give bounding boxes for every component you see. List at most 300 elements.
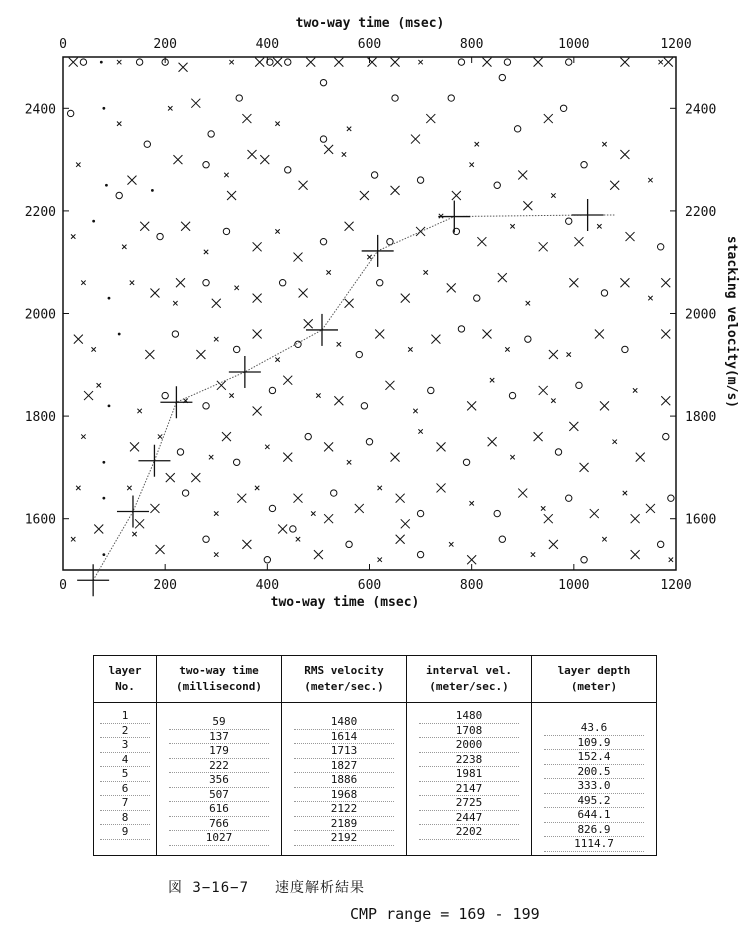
x-tick-label-bottom: 400 bbox=[255, 578, 280, 593]
marker-cross bbox=[631, 550, 640, 559]
marker-cross bbox=[176, 278, 185, 287]
marker-circle bbox=[203, 280, 209, 286]
marker-small-cross bbox=[168, 106, 172, 110]
cell-layer-depth: 495.2 bbox=[544, 794, 643, 809]
marker-small-cross bbox=[602, 537, 606, 541]
marker-small-cross bbox=[613, 440, 617, 444]
marker-circle bbox=[157, 233, 163, 239]
marker-circle bbox=[233, 346, 239, 352]
marker-circle bbox=[663, 433, 669, 439]
marker-circle bbox=[622, 346, 628, 352]
cell-interval-velocity: 2447 bbox=[419, 811, 518, 826]
cell-interval-velocity: 2000 bbox=[419, 738, 518, 753]
cell-interval-velocity: 1981 bbox=[419, 767, 518, 782]
marker-cross bbox=[391, 453, 400, 462]
marker-cross bbox=[646, 504, 655, 513]
marker-circle bbox=[208, 131, 214, 137]
marker-circle bbox=[361, 403, 367, 409]
cell-layer-no: 7 bbox=[100, 796, 150, 811]
marker-circle bbox=[581, 162, 587, 168]
semblance-markers bbox=[67, 58, 674, 565]
marker-cross bbox=[375, 330, 384, 339]
marker-small-cross bbox=[316, 393, 320, 397]
marker-cross bbox=[334, 58, 343, 67]
cell-rms-velocity: 1886 bbox=[294, 773, 393, 788]
marker-cross bbox=[253, 406, 262, 415]
marker-cross bbox=[661, 278, 670, 287]
marker-cross bbox=[523, 201, 532, 210]
x-tick-label-top: 0 bbox=[59, 37, 67, 52]
marker-small-cross bbox=[418, 429, 422, 433]
marker-small-cross bbox=[326, 270, 330, 274]
x-tick-label-bottom: 1000 bbox=[558, 578, 590, 593]
marker-small-cross bbox=[337, 342, 341, 346]
marker-small-cross bbox=[76, 486, 80, 490]
marker-small-cross bbox=[658, 60, 662, 64]
y-tick-label-left: 1800 bbox=[24, 410, 56, 426]
marker-cross bbox=[212, 299, 221, 308]
x-tick-label-top: 800 bbox=[459, 37, 484, 52]
marker-cross bbox=[253, 242, 262, 251]
y-axis-title: stacking velocity(m/s) bbox=[724, 235, 739, 409]
marker-cross bbox=[69, 58, 78, 67]
marker-cross bbox=[518, 489, 527, 498]
marker-small-cross bbox=[214, 337, 218, 341]
x-axis-title: two-way time (msec) bbox=[270, 595, 420, 610]
marker-cross bbox=[145, 350, 154, 359]
marker-circle bbox=[657, 244, 663, 250]
marker-small-cross bbox=[204, 250, 208, 254]
marker-circle bbox=[417, 551, 423, 557]
marker-cross bbox=[620, 58, 629, 67]
cell-interval-velocity: 2202 bbox=[419, 825, 518, 840]
marker-circle bbox=[116, 192, 122, 198]
marker-cross bbox=[482, 58, 491, 67]
cell-layer-depth: 333.0 bbox=[544, 779, 643, 794]
marker-small-cross bbox=[378, 486, 382, 490]
marker-cross bbox=[227, 191, 236, 200]
marker-cross bbox=[396, 494, 405, 503]
marker-cross bbox=[360, 191, 369, 200]
marker-circle bbox=[417, 510, 423, 516]
marker-small-cross bbox=[347, 460, 351, 464]
marker-small-cross bbox=[255, 486, 259, 490]
x-axis-title-top: two-way time (msec) bbox=[295, 16, 445, 31]
cell-layer-no: 1 bbox=[100, 709, 150, 724]
marker-cross bbox=[368, 58, 377, 67]
marker-circle bbox=[494, 182, 500, 188]
marker-small-cross bbox=[551, 399, 555, 403]
marker-circle bbox=[463, 459, 469, 465]
cell-rms-velocity: 2122 bbox=[294, 802, 393, 817]
marker-small-cross bbox=[342, 152, 346, 156]
marker-circle bbox=[428, 387, 434, 393]
marker-small-cross bbox=[117, 60, 121, 64]
marker-small-cross bbox=[475, 142, 479, 146]
marker-cross bbox=[248, 150, 257, 159]
y-tick-label-left: 1600 bbox=[24, 512, 56, 528]
marker-circle bbox=[566, 59, 572, 65]
marker-cross bbox=[482, 330, 491, 339]
marker-cross bbox=[345, 222, 354, 231]
marker-cross bbox=[391, 186, 400, 195]
cell-two-way-time: 616 bbox=[169, 802, 268, 817]
marker-circle bbox=[448, 95, 454, 101]
marker-small-cross bbox=[408, 347, 412, 351]
cell-layer-depth: 152.4 bbox=[544, 750, 643, 765]
figure-caption bbox=[168, 877, 365, 897]
marker-dot bbox=[108, 297, 111, 300]
marker-small-cross bbox=[367, 255, 371, 259]
marker-small-cross bbox=[71, 234, 75, 238]
marker-cross bbox=[447, 283, 456, 292]
cell-layer-no: 2 bbox=[100, 724, 150, 739]
marker-dot bbox=[108, 404, 111, 407]
cell-interval-velocity: 1708 bbox=[419, 724, 518, 739]
marker-small-cross bbox=[265, 445, 269, 449]
marker-circle bbox=[305, 433, 311, 439]
marker-cross bbox=[580, 463, 589, 472]
marker-cross bbox=[539, 242, 548, 251]
marker-circle bbox=[494, 510, 500, 516]
marker-small-cross bbox=[122, 245, 126, 249]
marker-cross bbox=[498, 273, 507, 282]
marker-circle bbox=[346, 541, 352, 547]
velocity-function-line bbox=[93, 215, 615, 580]
marker-circle bbox=[67, 110, 73, 116]
marker-circle bbox=[474, 295, 480, 301]
column-interval-velocity bbox=[407, 703, 532, 856]
marker-cross bbox=[324, 514, 333, 523]
marker-cross bbox=[173, 155, 182, 164]
plot-frame bbox=[63, 57, 676, 570]
marker-cross bbox=[283, 453, 292, 462]
velocity-pick bbox=[138, 445, 170, 477]
marker-cross bbox=[255, 58, 264, 67]
cell-two-way-time: 766 bbox=[169, 817, 268, 832]
marker-circle bbox=[560, 105, 566, 111]
marker-cross bbox=[156, 545, 165, 554]
y-tick-label-right: 2400 bbox=[685, 102, 717, 118]
marker-cross bbox=[569, 278, 578, 287]
cell-layer-no: 8 bbox=[100, 811, 150, 826]
header-layer: layer No. bbox=[94, 656, 157, 703]
marker-small-cross bbox=[214, 552, 218, 556]
marker-circle bbox=[269, 387, 275, 393]
marker-cross bbox=[664, 58, 673, 67]
marker-cross bbox=[283, 376, 292, 385]
marker-circle bbox=[371, 172, 377, 178]
marker-small-cross bbox=[209, 455, 213, 459]
marker-cross bbox=[74, 335, 83, 344]
marker-small-cross bbox=[505, 347, 509, 351]
marker-dot bbox=[92, 220, 95, 223]
cell-two-way-time: 507 bbox=[169, 788, 268, 803]
velocity-pick bbox=[306, 314, 338, 346]
marker-small-cross bbox=[378, 558, 382, 562]
cell-two-way-time: 137 bbox=[169, 730, 268, 745]
y-tick-label-right: 1600 bbox=[685, 512, 717, 528]
velocity-pick bbox=[117, 496, 149, 528]
marker-circle bbox=[499, 536, 505, 542]
marker-dot bbox=[102, 497, 105, 500]
marker-small-cross bbox=[275, 229, 279, 233]
velocity-function bbox=[77, 199, 615, 596]
marker-cross bbox=[549, 540, 558, 549]
marker-dot bbox=[118, 333, 121, 336]
cell-rms-velocity: 1480 bbox=[294, 715, 393, 730]
marker-small-cross bbox=[71, 537, 75, 541]
marker-small-cross bbox=[275, 357, 279, 361]
marker-small-cross bbox=[449, 542, 453, 546]
marker-cross bbox=[84, 391, 93, 400]
marker-circle bbox=[172, 331, 178, 337]
marker-cross bbox=[314, 550, 323, 559]
marker-cross bbox=[324, 442, 333, 451]
cmp-range: CMP range = 169 - 199 bbox=[350, 905, 540, 923]
marker-cross bbox=[222, 432, 231, 441]
marker-circle bbox=[525, 336, 531, 342]
cell-layer-no: 9 bbox=[100, 825, 150, 840]
cell-interval-velocity: 2147 bbox=[419, 782, 518, 797]
marker-cross bbox=[293, 253, 302, 262]
marker-cross bbox=[396, 535, 405, 544]
marker-cross bbox=[260, 155, 269, 164]
marker-small-cross bbox=[567, 352, 571, 356]
marker-circle bbox=[264, 557, 270, 563]
marker-dot bbox=[100, 61, 103, 64]
cell-rms-velocity: 2192 bbox=[294, 831, 393, 846]
marker-circle bbox=[320, 238, 326, 244]
marker-circle bbox=[223, 228, 229, 234]
marker-circle bbox=[80, 59, 86, 65]
marker-circle bbox=[236, 95, 242, 101]
column-rms-velocity bbox=[282, 703, 407, 856]
marker-circle bbox=[136, 59, 142, 65]
marker-dot bbox=[102, 553, 105, 556]
velocity-pick bbox=[229, 356, 261, 388]
marker-cross bbox=[437, 483, 446, 492]
cell-layer-no: 3 bbox=[100, 738, 150, 753]
marker-small-cross bbox=[311, 511, 315, 515]
marker-small-cross bbox=[81, 281, 85, 285]
marker-circle bbox=[576, 382, 582, 388]
cell-two-way-time: 356 bbox=[169, 773, 268, 788]
marker-cross bbox=[293, 494, 302, 503]
marker-cross bbox=[196, 350, 205, 359]
x-tick-label-bottom: 0 bbox=[59, 578, 67, 593]
marker-circle bbox=[203, 162, 209, 168]
marker-circle bbox=[657, 541, 663, 547]
cell-layer-depth: 644.1 bbox=[544, 808, 643, 823]
marker-small-cross bbox=[526, 301, 530, 305]
marker-cross bbox=[416, 227, 425, 236]
column-layer-depth bbox=[532, 703, 657, 856]
marker-cross bbox=[179, 63, 188, 72]
velocity-pick bbox=[77, 564, 109, 596]
marker-cross bbox=[253, 330, 262, 339]
velocity-pick bbox=[362, 235, 394, 267]
marker-cross bbox=[324, 145, 333, 154]
marker-circle bbox=[177, 449, 183, 455]
marker-cross bbox=[278, 524, 287, 533]
marker-cross bbox=[569, 422, 578, 431]
marker-circle bbox=[601, 290, 607, 296]
marker-cross bbox=[385, 381, 394, 390]
marker-cross bbox=[544, 114, 553, 123]
x-tick-label-top: 200 bbox=[153, 37, 177, 52]
marker-small-cross bbox=[551, 193, 555, 197]
marker-cross bbox=[334, 396, 343, 405]
marker-cross bbox=[626, 232, 635, 241]
cell-interval-velocity: 1480 bbox=[419, 709, 518, 724]
marker-small-cross bbox=[531, 552, 535, 556]
marker-cross bbox=[590, 509, 599, 518]
marker-small-cross bbox=[229, 393, 233, 397]
header-two-way-time: two-way time (millisecond) bbox=[157, 656, 282, 703]
column-layers bbox=[94, 703, 157, 856]
cell-layer-no: 4 bbox=[100, 753, 150, 768]
x-tick-label-bottom: 600 bbox=[357, 578, 382, 593]
marker-cross bbox=[401, 294, 410, 303]
marker-small-cross bbox=[224, 173, 228, 177]
cell-layer-depth: 826.9 bbox=[544, 823, 643, 838]
marker-cross bbox=[181, 222, 190, 231]
marker-small-cross bbox=[275, 121, 279, 125]
marker-cross bbox=[411, 135, 420, 144]
marker-cross bbox=[391, 58, 400, 67]
cell-rms-velocity: 1713 bbox=[294, 744, 393, 759]
cell-layer-no: 5 bbox=[100, 767, 150, 782]
marker-cross bbox=[299, 288, 308, 297]
x-tick-label-bottom: 200 bbox=[153, 578, 177, 593]
cell-two-way-time: 179 bbox=[169, 744, 268, 759]
y-tick-label-right: 1800 bbox=[685, 410, 717, 426]
marker-small-cross bbox=[158, 434, 162, 438]
marker-cross bbox=[345, 299, 354, 308]
marker-small-cross bbox=[510, 224, 514, 228]
marker-circle bbox=[320, 79, 326, 85]
marker-circle bbox=[295, 341, 301, 347]
cell-rms-velocity: 1968 bbox=[294, 788, 393, 803]
marker-circle bbox=[144, 141, 150, 147]
marker-circle bbox=[162, 392, 168, 398]
header-interval-velocity: interval vel. (meter/sec.) bbox=[407, 656, 532, 703]
cell-layer-depth: 200.5 bbox=[544, 765, 643, 780]
marker-circle bbox=[581, 557, 587, 563]
marker-cross bbox=[306, 58, 315, 67]
marker-cross bbox=[140, 222, 149, 231]
x-tick-label-top: 1000 bbox=[558, 37, 590, 52]
cell-interval-velocity: 2238 bbox=[419, 753, 518, 768]
figure-number: 図 3−16−7 bbox=[168, 880, 250, 896]
y-tick-label-left: 2200 bbox=[24, 204, 56, 220]
marker-small-cross bbox=[423, 270, 427, 274]
velocity-results-table bbox=[93, 655, 657, 856]
y-tick-label-right: 2000 bbox=[685, 307, 717, 323]
marker-circle bbox=[387, 238, 393, 244]
x-tick-label-bottom: 800 bbox=[459, 578, 484, 593]
marker-small-cross bbox=[130, 281, 134, 285]
marker-small-cross bbox=[623, 491, 627, 495]
marker-cross bbox=[620, 278, 629, 287]
marker-small-cross bbox=[137, 409, 141, 413]
cell-rms-velocity: 1827 bbox=[294, 759, 393, 774]
marker-circle bbox=[499, 74, 505, 80]
marker-cross bbox=[127, 176, 136, 185]
marker-small-cross bbox=[127, 486, 131, 490]
marker-small-cross bbox=[418, 60, 422, 64]
marker-cross bbox=[242, 540, 251, 549]
marker-cross bbox=[431, 335, 440, 344]
marker-dot bbox=[105, 184, 108, 187]
marker-small-cross bbox=[132, 532, 136, 536]
marker-small-cross bbox=[76, 163, 80, 167]
marker-small-cross bbox=[648, 296, 652, 300]
marker-small-cross bbox=[81, 434, 85, 438]
marker-small-cross bbox=[117, 121, 121, 125]
marker-circle bbox=[514, 126, 520, 132]
marker-cross bbox=[150, 288, 159, 297]
marker-circle bbox=[320, 136, 326, 142]
marker-cross bbox=[304, 319, 313, 328]
cell-interval-velocity: 2725 bbox=[419, 796, 518, 811]
marker-circle bbox=[269, 505, 275, 511]
x-tick-label-top: 1200 bbox=[660, 37, 692, 52]
cell-two-way-time: 222 bbox=[169, 759, 268, 774]
marker-small-cross bbox=[490, 378, 494, 382]
marker-small-cross bbox=[510, 455, 514, 459]
marker-small-cross bbox=[97, 383, 101, 387]
marker-cross bbox=[539, 386, 548, 395]
cell-two-way-time: 1027 bbox=[169, 831, 268, 846]
velocity-pick bbox=[160, 386, 192, 418]
marker-cross bbox=[544, 514, 553, 523]
marker-cross bbox=[253, 294, 262, 303]
x-tick-label-top: 400 bbox=[255, 37, 280, 52]
marker-cross bbox=[600, 401, 609, 410]
marker-circle bbox=[555, 449, 561, 455]
marker-small-cross bbox=[229, 60, 233, 64]
marker-cross bbox=[237, 494, 246, 503]
marker-small-cross bbox=[234, 286, 238, 290]
y-tick-label-left: 2000 bbox=[24, 307, 56, 323]
marker-cross bbox=[488, 437, 497, 446]
marker-circle bbox=[566, 495, 572, 501]
y-tick-label-left: 2400 bbox=[24, 102, 56, 118]
cell-layer-depth: 1114.7 bbox=[544, 837, 643, 852]
x-tick-label-top: 600 bbox=[357, 37, 382, 52]
marker-dot bbox=[102, 461, 105, 464]
marker-small-cross bbox=[669, 558, 673, 562]
cell-two-way-time: 59 bbox=[169, 715, 268, 730]
marker-cross bbox=[661, 396, 670, 405]
column-two-way-time bbox=[157, 703, 282, 856]
marker-cross bbox=[150, 504, 159, 513]
marker-circle bbox=[509, 392, 515, 398]
marker-cross bbox=[191, 473, 200, 482]
marker-dot bbox=[102, 107, 105, 110]
marker-circle bbox=[392, 95, 398, 101]
marker-cross bbox=[534, 58, 543, 67]
header-layer-depth: layer depth (meter) bbox=[532, 656, 657, 703]
marker-cross bbox=[426, 114, 435, 123]
marker-cross bbox=[534, 432, 543, 441]
cell-layer-no: 6 bbox=[100, 782, 150, 797]
velocity-pick bbox=[438, 201, 470, 233]
cell-rms-velocity: 2189 bbox=[294, 817, 393, 832]
marker-circle bbox=[285, 167, 291, 173]
